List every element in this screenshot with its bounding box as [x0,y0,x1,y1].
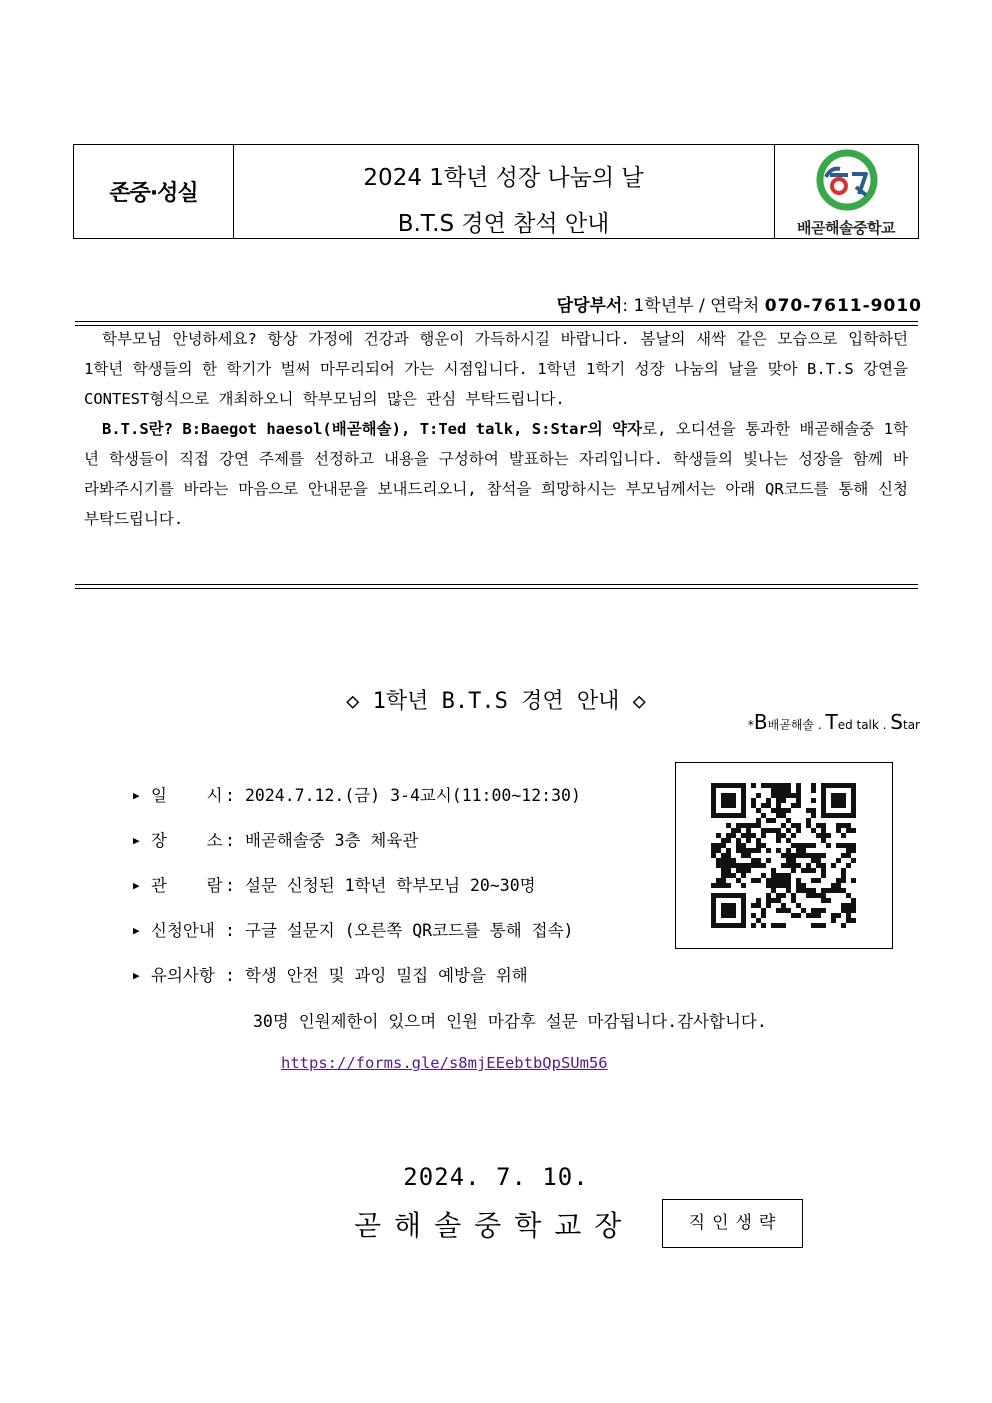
principal-signature: 곧해솔중학교장 [354,1209,635,1242]
info-value: 학생 안전 및 과잉 밀집 예방을 위해 [245,966,528,985]
info-row-audience [133,872,536,896]
bts-b: B [753,710,768,734]
title-line-1: 2024 1학년 성장 나눔의 날 [363,165,644,191]
intro-paragraph-2-rest: 로, 오디션을 통과한 배곧해솔중 1학년 학생들이 직접 강연 주제를 선정하고 내용을 구성하여 발표하는 자리입니다. 학생들의 빛나는 성장을 함께 바라봐주시기를 바라는 마음으로 안내문을 보내드리오니, 참석을 희망하시는 부모님께서는 아래 QR코드를 통해 신청 부탁드립니다. [84,420,908,528]
contact-line [557,291,922,316]
info-colon: : [225,786,235,805]
info-row-notice [133,962,528,986]
info-row-place [133,827,418,851]
phone-number: 070-7611-9010 [764,296,922,316]
school-name: 배곧해솔중학교 [797,219,895,237]
intro-paragraph-1: 학부모님 안녕하세요? 항상 가정에 건강과 행운이 가득하시길 바랍니다. 봄날의 새싹 같은 모습으로 입학하던 1학년 학생들의 한 학기가 벌써 마무리되어 가는 시점입니다. 1학년 1학기 성장 나눔의 날을 맞아 B.T.S 강연을 CONTEST형식으로 개최하오니 학부모님의 많은 관심 부탁드립니다. [84,330,908,408]
dept-value: : 1학년부 / 연락처 [622,296,765,316]
section-title: ◇ 1학년 B.T.S 경연 안내 ◇ [346,689,646,714]
info-row-application [133,917,574,941]
info-key: 관 람 [151,876,223,895]
intro-paragraph-2 [84,414,908,534]
title-line-2: B.T.S 경연 참석 안내 [397,211,610,237]
school-logo [774,145,918,238]
info-row-datetime [133,782,581,806]
qr-code-icon[interactable] [676,763,892,948]
dept-label: 담당부서 [556,296,623,316]
qr-code-box[interactable] [675,762,893,949]
bullet-icon: ▶ [133,789,140,802]
bts-definition: B.T.S란? B:Baegot haesol(배곧해솔), T:Ted talk, S:Star의 약자 [102,420,643,438]
bts-b-rest: 배곧해솔 . [767,718,826,732]
notice-continuation: 30명 인원제한이 있으며 인원 마감후 설문 마감됩니다.감사합니다. [253,1012,767,1031]
info-value: 배곧해솔중 3층 체육관 [245,831,419,850]
bullet-icon: ▶ [133,924,140,937]
bts-star: * [747,718,754,732]
info-value: 구글 설문지 (오른쪽 QR코드를 통해 접속) [245,921,574,940]
info-value: 2024.7.12.(금) 3-4교시(11:00~12:30) [245,786,581,805]
intro-text [84,324,908,534]
bts-s-rest: tar [903,718,920,732]
bullet-icon: ▶ [133,969,140,982]
bts-s: S [890,710,903,734]
issue-date: 2024. 7. 10. [403,1163,589,1191]
info-colon: : [225,966,235,985]
info-colon: : [225,921,235,940]
seal-omitted-box: 직인생략 [662,1199,803,1248]
document-title [233,145,775,238]
info-colon: : [225,876,235,895]
survey-link[interactable]: https://forms.gle/s8mjEEebtbQpSUm56 [281,1054,608,1072]
header-table [73,144,919,239]
bts-t: T [825,710,838,734]
info-colon: : [225,831,235,850]
school-motto: 존중·성실 [74,145,234,238]
info-key: 신청안내 [151,921,215,940]
bts-t-rest: ed talk . [837,718,891,732]
bts-subtitle [748,710,920,734]
bullet-icon: ▶ [133,834,140,847]
info-value: 설문 신청된 1학년 학부모님 20~30명 [245,876,536,895]
bullet-icon: ▶ [133,879,140,892]
info-key: 장 소 [151,831,223,850]
divider-bottom [75,584,918,589]
info-key: 일 시 [151,786,223,805]
info-key: 유의사항 [151,966,215,985]
school-logo-icon [774,145,918,217]
